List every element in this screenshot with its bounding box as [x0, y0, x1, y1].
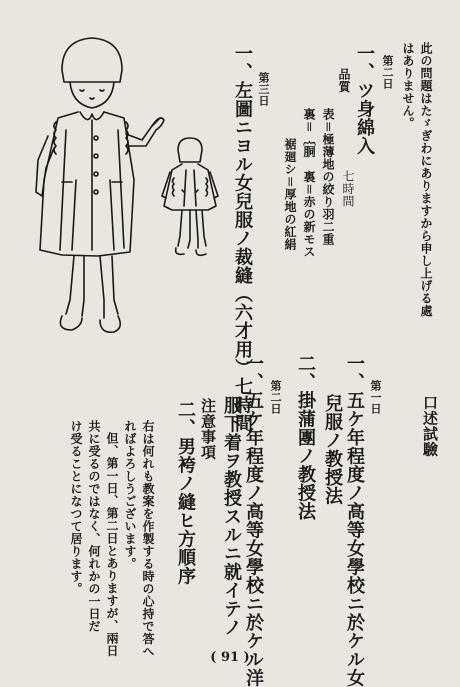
oral-exam-title: 口述試驗 [421, 395, 439, 457]
remark-line-1: 右は何れも教案を作製する時の心持で答へ [141, 420, 155, 658]
day3-heading: 第三日 [257, 72, 270, 107]
material-hem: 裾廻シ＝厚地の紅絹 [283, 138, 297, 251]
duration-seven-hours: 七時間 [341, 170, 355, 208]
oral-question-4: 二、男袴ノ縫ヒ方順序 [175, 400, 196, 585]
oral-question-1-cont: 兒服ノ教授法 [322, 394, 343, 505]
item-one-layer-garment: 一、ツ身綿入 [354, 44, 375, 155]
oral-day2-heading: 第二日 [269, 380, 282, 415]
oral-question-3: 一、五ケ年程度ノ高等女學校ニ於ケル洋 [243, 354, 264, 687]
oral-question-3-cont: 服下着ヲ教授スルニ就イテノ [221, 396, 242, 637]
oral-question-1: 一、五ケ年程度ノ高等女學校ニ於ケル女 [344, 354, 365, 687]
page-number: ( 91 ) [210, 650, 250, 665]
material-outer: 表＝極薄地の絞り羽二重 [321, 108, 335, 246]
oral-question-3-end: 注意事項 [199, 398, 217, 460]
day2-heading: 第二日 [381, 55, 394, 90]
remark-line-5: け受ることになつて居ります。 [69, 420, 83, 595]
note-line-1: 此の問題はたゞぎわにありますから申し上げる處 [419, 42, 433, 317]
remark-line-2: ればよろしうございます。 [123, 420, 137, 570]
oral-day1-heading: 第一日 [369, 380, 382, 415]
oral-question-2: 二、掛蒲團ノ教授法 [295, 354, 316, 521]
remark-line-4: 共に受るのではなく、何れかの一日だ [87, 420, 101, 633]
material-lining: 裏＝｛胴 裏＝赤の新モス [302, 108, 316, 258]
item-girls-dress: 一、左圖ニヨル女兒服ノ裁縫（六才用）七時間 [232, 44, 253, 433]
note-line-2: はありません。 [401, 42, 415, 130]
quality-label: 品質 [337, 68, 351, 93]
remark-line-3: 但、第一日、第二日とありますが、兩日 [105, 432, 119, 657]
